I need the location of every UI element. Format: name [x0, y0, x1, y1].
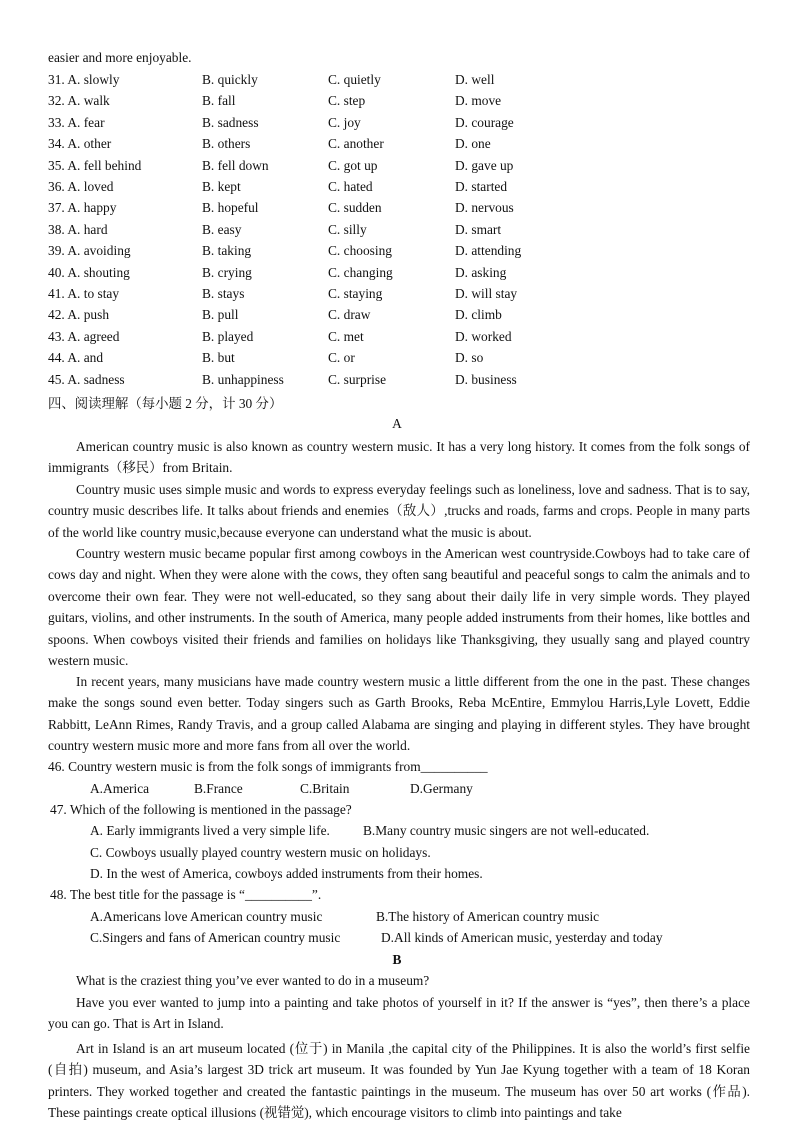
- passage-a-paragraph-3: Country western music became popular first among cowboys in the American west countryside.Cowboys had to take care of cows day and night. When they were alone with the cows, they often sang beautiful and peaceful songs to calm the animals and to overcome their own fear. They were not well-educated, so they sang about their daily life in very simple words. They played guitars, violins, and other instruments. In the south of America, many people added instruments from their homes, like bottles and spoons. When cowboys visited their friends and families on holidays like Thanksgiving, they usually sang and played country western music.: [48, 546, 750, 669]
- passage-a-paragraph-1: American country music is also known as country western music. It has a very long history. It comes from the folk songs of immigrants（移民）from Britain.: [48, 439, 750, 476]
- option-d: D. asking: [455, 264, 507, 280]
- option-d: D. so: [455, 350, 484, 366]
- cloze-option-row: [0, 243, 794, 263]
- q47-option-b: B.Many country music singers are not well-educated.: [363, 823, 650, 838]
- option-d: D. well: [455, 72, 495, 87]
- option-d: D. started: [455, 179, 508, 194]
- option-d: D. attending: [455, 243, 522, 259]
- passage-a-paragraph-4: In recent years, many musicians have made country western music a little different from the one in the past. These changes make the songs sound even better. Today singers such as Garth Brooks, Reba McEntire, Emmylou Harris,Lyle Lovett, Eddie Rabbitt, LeAnn Rimes, Randy Travis, and a group called Alabama are singing and playing in different styles. They have brought country western music more and more fans from all over the world.: [48, 674, 750, 754]
- option-d: D. nervous: [455, 200, 514, 216]
- option-c: C. another: [328, 136, 384, 152]
- option-b: B. pull: [202, 307, 239, 323]
- option-a: 45. A. sadness: [48, 371, 125, 387]
- q47-stem: 47. Which of the following is mentioned in the passage?: [50, 802, 352, 817]
- option-b: B. hopeful: [202, 200, 259, 216]
- option-d: D. business: [455, 371, 517, 387]
- q47-option-a: A. Early immigrants lived a very simple life.: [90, 823, 330, 838]
- cloze-option-row: [0, 93, 794, 113]
- q46-option-a: A.America: [90, 781, 150, 796]
- q47-option-c: C. Cowboys usually played country western music on holidays.: [90, 845, 431, 860]
- option-c: C. silly: [328, 221, 367, 237]
- option-b: B. quickly: [202, 72, 258, 87]
- q47-option-d: D. In the west of America, cowboys added instruments from their homes.: [90, 866, 483, 881]
- cloze-option-row: [0, 72, 794, 92]
- option-b: B. easy: [202, 221, 242, 237]
- cloze-option-row: [0, 115, 794, 135]
- option-a: 38. A. hard: [48, 221, 108, 237]
- option-b: B. fell down: [202, 157, 269, 173]
- option-b: B. but: [202, 350, 235, 366]
- option-d: D. courage: [455, 114, 514, 130]
- cloze-option-row: [0, 307, 794, 327]
- option-b: B. played: [202, 328, 254, 344]
- q48-option-b: B.The history of American country music: [376, 909, 600, 924]
- cloze-option-row: [0, 222, 794, 242]
- option-b: B. sadness: [202, 114, 259, 130]
- section-heading: 四、阅读理解（每小题 2 分，计 30 分）: [48, 396, 283, 411]
- passage-b-paragraph-1: What is the craziest thing you’ve ever wanted to do in a museum?: [76, 973, 430, 988]
- cloze-option-row: [0, 350, 794, 370]
- option-d: D. gave up: [455, 157, 514, 173]
- passage-a-label: A: [392, 416, 402, 431]
- option-d: D. will stay: [455, 286, 518, 301]
- option-a: 42. A. push: [48, 307, 110, 323]
- cloze-option-row: [0, 286, 794, 306]
- option-c: C. changing: [328, 264, 393, 280]
- q46-option-d: D.Germany: [410, 781, 473, 796]
- cloze-option-row: [0, 158, 794, 178]
- q46-option-c: C.Britain: [300, 781, 350, 796]
- option-a: 39. A. avoiding: [48, 243, 131, 259]
- option-a: 32. A. walk: [48, 93, 110, 109]
- cloze-option-row: [0, 136, 794, 156]
- option-d: D. one: [455, 136, 491, 152]
- option-c: C. got up: [328, 157, 378, 173]
- option-c: C. met: [328, 328, 364, 344]
- cloze-option-row: [0, 265, 794, 285]
- option-c: C. hated: [328, 179, 373, 194]
- option-c: C. sudden: [328, 200, 382, 216]
- option-b: B. others: [202, 136, 251, 152]
- option-c: C. or: [328, 350, 355, 366]
- q48-option-a: A.Americans love American country music: [90, 909, 323, 924]
- option-a: 41. A. to stay: [48, 286, 120, 301]
- option-a: 37. A. happy: [48, 200, 117, 216]
- passage-a-paragraph-2: Country music uses simple music and words to express everyday feelings such as loneliness, love and sadness. That is to say, country music describes life. It talks about friends and enemies（敌人）,trucks and roads, farms and crops. People in many parts of the world like country music,because everyone can understand what the music is about.: [48, 482, 750, 540]
- option-a: 43. A. agreed: [48, 328, 120, 344]
- option-d: D. worked: [455, 328, 512, 344]
- option-c: C. step: [328, 93, 366, 109]
- cloze-option-row: [0, 329, 794, 349]
- q46-option-b: B.France: [194, 781, 243, 796]
- passage-b-label: B: [392, 952, 402, 967]
- intro-tail-text: easier and more enjoyable.: [48, 50, 192, 65]
- option-a: 44. A. and: [48, 350, 104, 366]
- cloze-option-row: [0, 179, 794, 199]
- q48-option-d: D.All kinds of American music, yesterday and today: [381, 930, 663, 945]
- option-c: C. surprise: [328, 371, 387, 387]
- option-a: 40. A. shouting: [48, 264, 130, 280]
- option-b: B. crying: [202, 264, 252, 280]
- q48-stem: 48. The best title for the passage is “__________”.: [50, 887, 322, 902]
- option-d: D. move: [455, 93, 502, 109]
- passage-b-paragraph-3: Art in Island is an art museum located (位于) in Manila ,the capital city of the Philippines. It is also the world’s first selfie (自拍) museum, and Asia’s largest 3D trick art museum. It was founded by Yun Jae Kyung together with a team of 18 Koran printers. They worked together and created the fantastic paintings in the museum. The museum has over 50 art works (作品). These paintings create optical illusions (视错觉), which encourage visitors to climb into paintings and take: [48, 1041, 750, 1121]
- option-a: 31. A. slowly: [48, 72, 120, 87]
- option-b: B. taking: [202, 243, 252, 259]
- option-a: 36. A. loved: [48, 179, 114, 194]
- option-c: C. joy: [328, 114, 361, 130]
- option-c: C. draw: [328, 307, 371, 323]
- option-a: 35. A. fell behind: [48, 157, 142, 173]
- option-b: B. kept: [202, 179, 241, 194]
- option-b: B. unhappiness: [202, 371, 284, 387]
- option-c: C. choosing: [328, 243, 392, 259]
- option-d: D. climb: [455, 307, 502, 323]
- option-c: C. quietly: [328, 72, 381, 87]
- q46-stem: 46. Country western music is from the folk songs of immigrants from__________: [48, 759, 488, 774]
- cloze-option-row: [0, 200, 794, 220]
- option-b: B. stays: [202, 286, 245, 301]
- passage-b-paragraph-2: Have you ever wanted to jump into a painting and take photos of yourself in it? If the answer is “yes”, then there’s a place you can go. That is Art in Island.: [48, 995, 750, 1032]
- q48-option-c: C.Singers and fans of American country music: [90, 930, 341, 945]
- option-a: 33. A. fear: [48, 114, 105, 130]
- option-c: C. staying: [328, 286, 383, 301]
- option-a: 34. A. other: [48, 136, 112, 152]
- cloze-option-row: [0, 372, 794, 392]
- option-d: D. smart: [455, 221, 502, 237]
- option-b: B. fall: [202, 93, 236, 109]
